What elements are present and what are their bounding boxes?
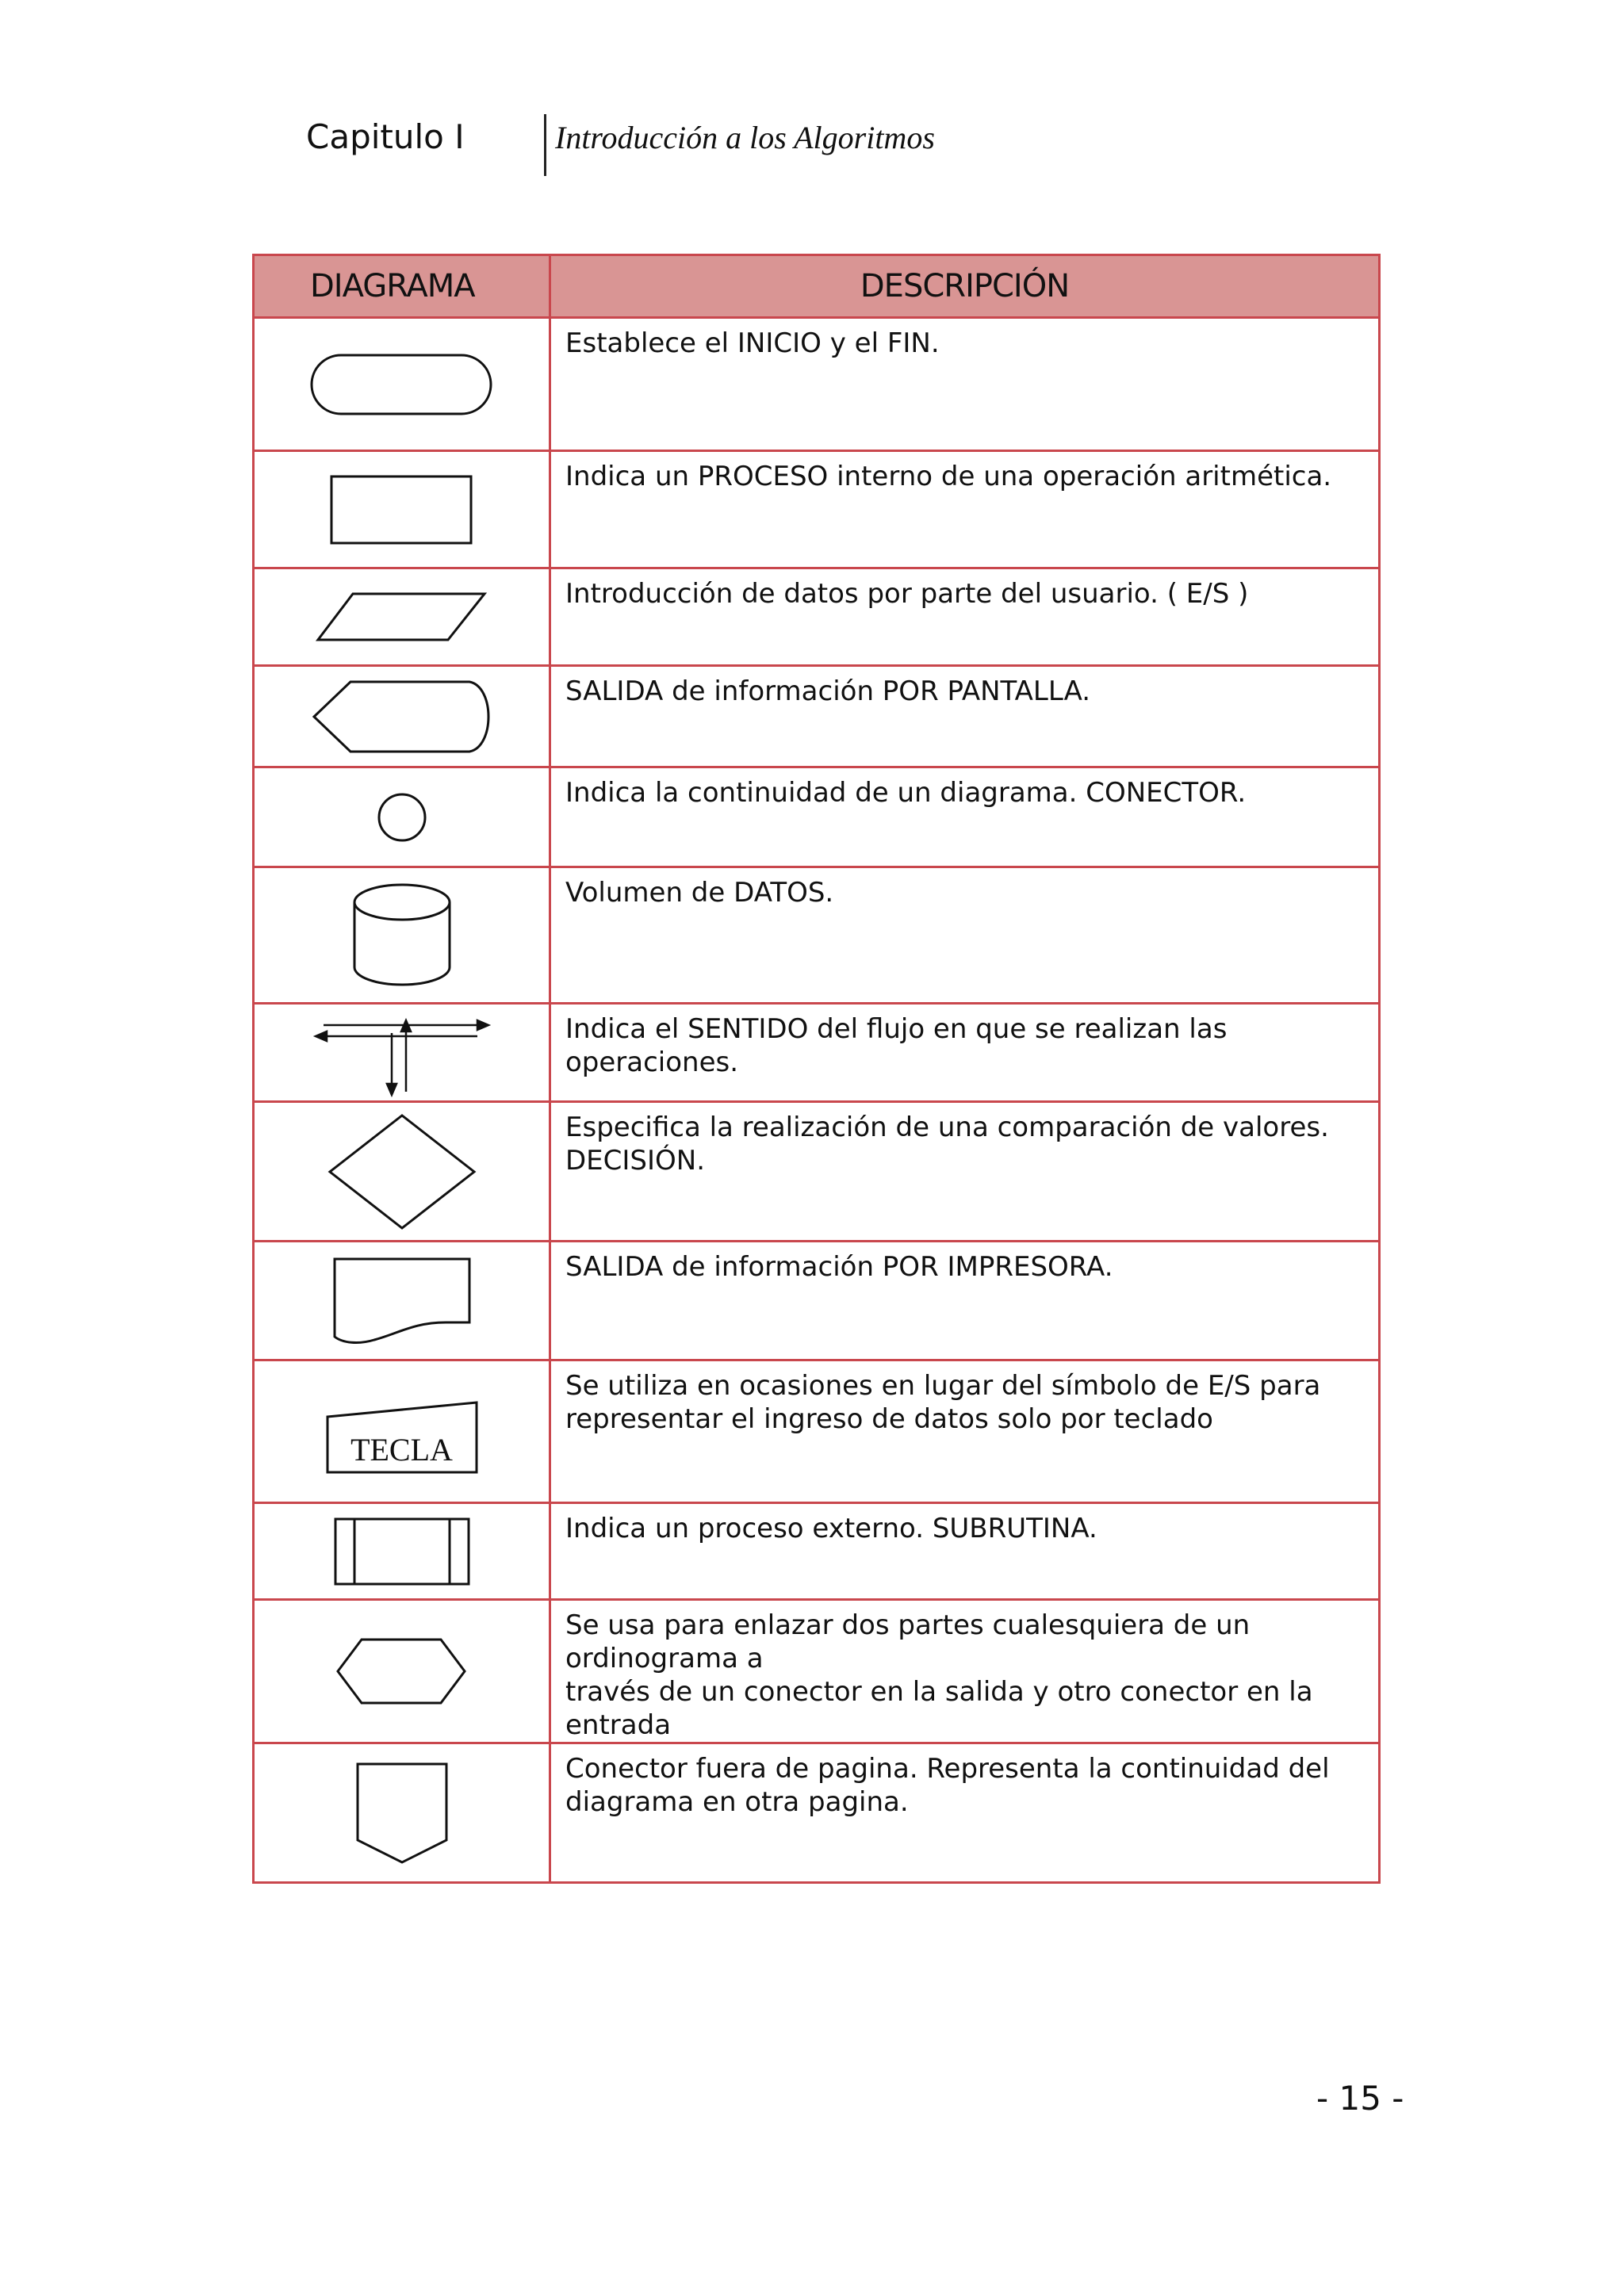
- input-output-icon: [315, 589, 489, 645]
- decision-icon: [327, 1112, 477, 1231]
- table-row: [254, 1360, 1380, 1503]
- table-row: [254, 867, 1380, 1004]
- description-cell: [550, 1503, 1380, 1600]
- description-text: Especifica la realización de una comparación de valores.: [565, 1112, 1329, 1143]
- connector-icon: [374, 790, 430, 845]
- diagram-cell: [254, 451, 550, 568]
- diagram-cell: [254, 1503, 550, 1600]
- header-divider: [544, 114, 546, 176]
- display-icon: [311, 677, 493, 756]
- description-cell: [550, 568, 1380, 666]
- diagram-cell: [254, 568, 550, 666]
- table-row: [254, 1503, 1380, 1600]
- page-number: - 15 -: [1316, 2079, 1404, 2118]
- description-text: Se usa para enlazar dos partes cualesquiera de un ordinograma a: [565, 1609, 1251, 1674]
- diagram-cell: [254, 767, 550, 867]
- description-text: DECISIÓN.: [565, 1145, 706, 1177]
- table-row: [254, 451, 1380, 568]
- description-cell: [550, 1004, 1380, 1102]
- header-description: DESCRIPCIÓN: [550, 255, 1380, 318]
- description-cell: [550, 1360, 1380, 1503]
- description-text: Indica la continuidad de un diagrama. CONECTOR.: [565, 777, 1247, 809]
- description-text: Conector fuera de pagina. Representa la continuidad del diagrama en otra pagina.: [565, 1753, 1330, 1818]
- data-storage-icon: [350, 880, 454, 991]
- description-cell: [550, 1743, 1380, 1883]
- description-cell: [550, 318, 1380, 451]
- diagram-cell: [254, 1360, 550, 1503]
- diagram-cell: [254, 1242, 550, 1360]
- table-row: [254, 1004, 1380, 1102]
- description-text: Volumen de DATOS.: [565, 877, 834, 909]
- manual-input-icon: [323, 1398, 481, 1477]
- table-header-row: [254, 255, 1380, 318]
- flowchart-symbol-table: [252, 254, 1381, 1884]
- description-cell: [550, 666, 1380, 767]
- description-text: SALIDA de información POR IMPRESORA.: [565, 1251, 1113, 1283]
- chapter-subtitle: Introducción a los Algoritmos: [555, 120, 935, 155]
- header-diagram: DIAGRAMA: [254, 255, 550, 318]
- table-row: [254, 1600, 1380, 1743]
- table-row: [254, 1743, 1380, 1883]
- table-row: [254, 767, 1380, 867]
- description-text: Indica el SENTIDO del flujo en que se realizan las operaciones.: [565, 1013, 1228, 1078]
- description-cell: [550, 1600, 1380, 1743]
- document-icon: [327, 1254, 477, 1348]
- description-text: Indica un proceso externo. SUBRUTINA.: [565, 1513, 1097, 1544]
- description-text: Indica un PROCESO interno de una operación aritmética.: [565, 461, 1332, 492]
- flow-arrows-icon: [311, 1006, 493, 1100]
- diagram-cell: [254, 1600, 550, 1743]
- process-icon: [327, 472, 477, 548]
- table-row: [254, 666, 1380, 767]
- table-row: [254, 568, 1380, 666]
- subroutine-icon: [331, 1514, 473, 1589]
- description-cell: [550, 867, 1380, 1004]
- preparation-icon: [335, 1636, 469, 1707]
- table-row: [254, 1102, 1380, 1242]
- chapter-label: Capitulo I: [306, 117, 465, 156]
- terminal-icon: [307, 349, 497, 420]
- description-text: través de un conector en la salida y otro conector en la entrada: [565, 1676, 1313, 1741]
- diagram-cell: [254, 1743, 550, 1883]
- table-row: [254, 318, 1380, 451]
- description-text: Se utiliza en ocasiones en lugar del símbolo de E/S para representar el ingreso de datos solo por teclado: [565, 1370, 1321, 1435]
- manual-input-label: TECLA: [350, 1431, 453, 1468]
- description-text: SALIDA de información POR PANTALLA.: [565, 675, 1091, 707]
- diagram-cell: [254, 318, 550, 451]
- diagram-cell: [254, 1102, 550, 1242]
- description-cell: [550, 1242, 1380, 1360]
- description-cell: [550, 451, 1380, 568]
- diagram-cell: [254, 666, 550, 767]
- description-text: Establece el INICIO y el FIN.: [565, 327, 940, 359]
- table-row: [254, 1242, 1380, 1360]
- description-cell: [550, 1102, 1380, 1242]
- description-cell: [550, 767, 1380, 867]
- description-text: Introducción de datos por parte del usuario. ( E/S ): [565, 578, 1249, 610]
- diagram-cell: [254, 1004, 550, 1102]
- diagram-cell: [254, 867, 550, 1004]
- off-page-connector-icon: [353, 1759, 451, 1867]
